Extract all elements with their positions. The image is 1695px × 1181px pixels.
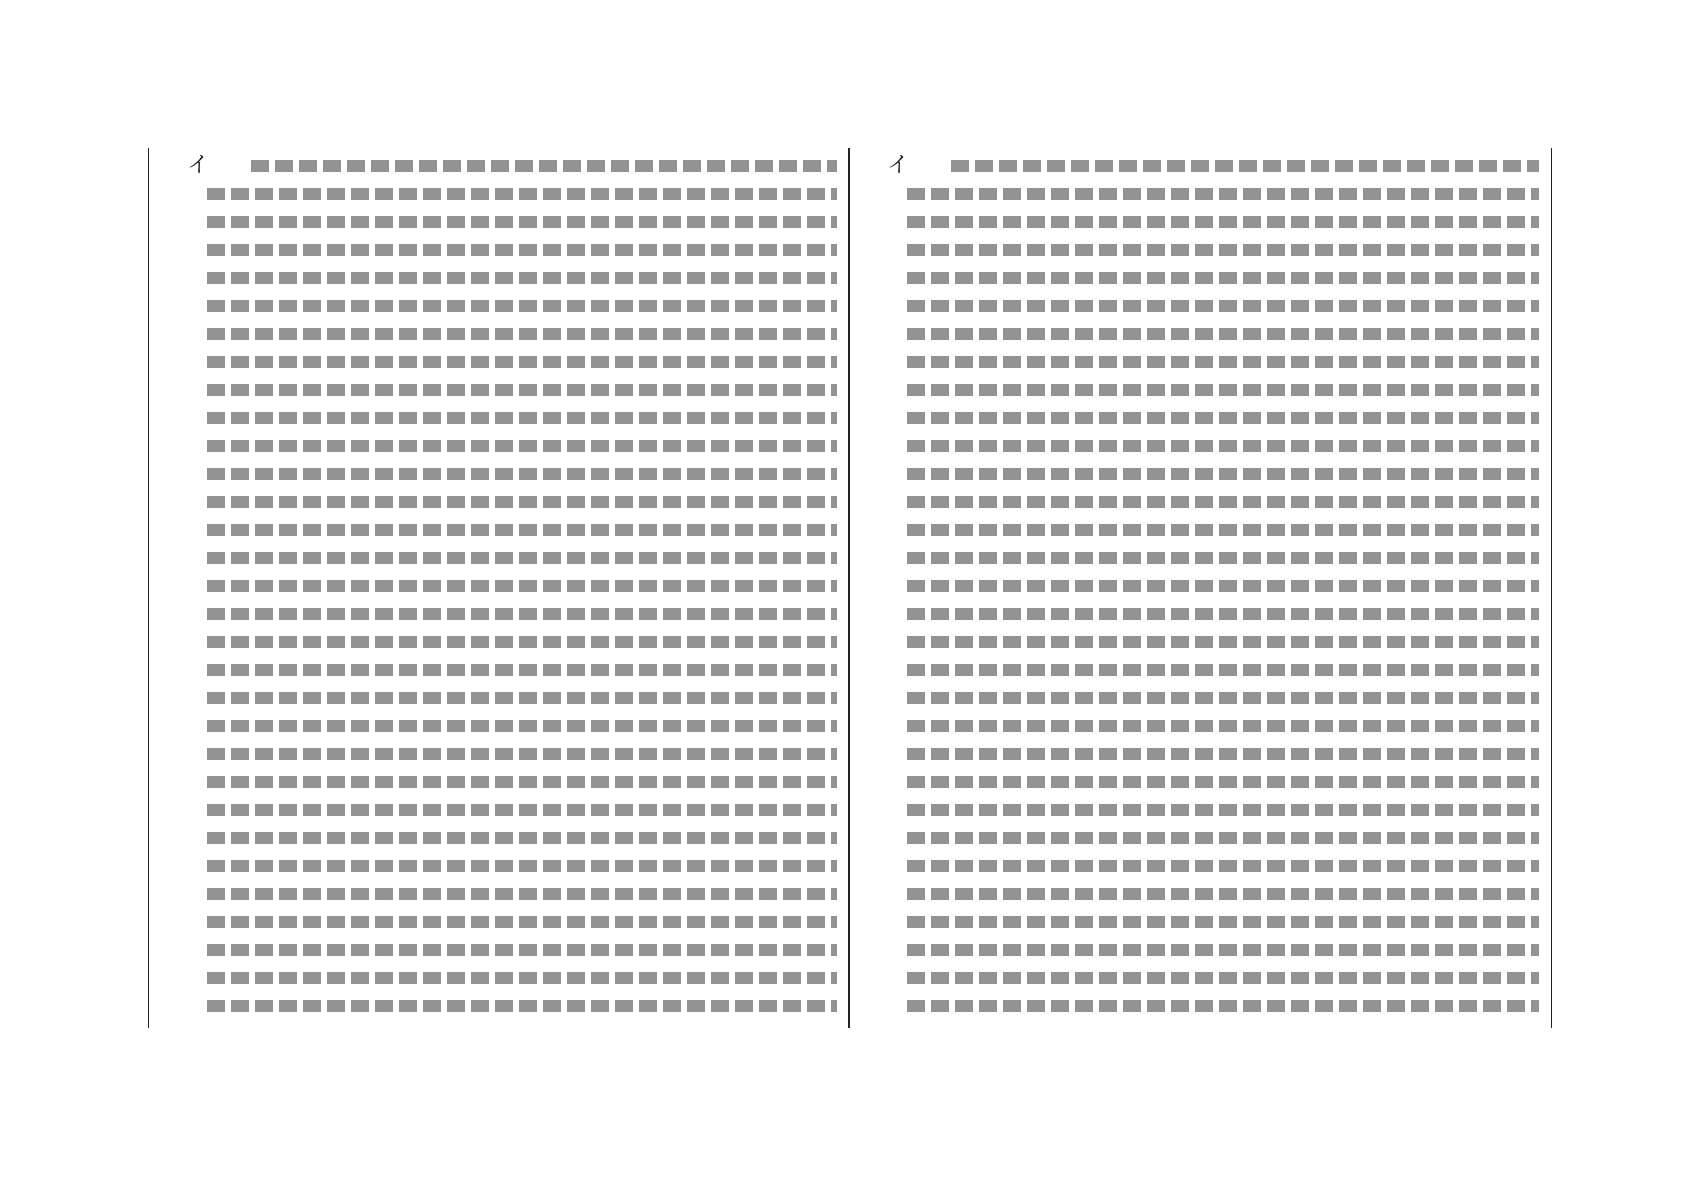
text-line-placeholder — [907, 552, 1539, 564]
right-column — [848, 148, 1552, 1028]
left-text-placeholder — [207, 148, 837, 1012]
text-line-placeholder — [207, 888, 837, 900]
text-line-placeholder — [907, 328, 1539, 340]
text-line-placeholder — [907, 720, 1539, 732]
text-line-placeholder — [907, 972, 1539, 984]
text-line-placeholder — [207, 440, 837, 452]
text-line-placeholder — [207, 664, 837, 676]
text-line-placeholder — [907, 580, 1539, 592]
text-line-placeholder — [207, 832, 837, 844]
text-line-placeholder — [907, 664, 1539, 676]
text-line-placeholder — [907, 692, 1539, 704]
text-line-placeholder — [207, 384, 837, 396]
text-line-placeholder — [907, 384, 1539, 396]
text-line-placeholder — [251, 160, 837, 172]
text-line-placeholder — [207, 524, 837, 536]
text-line-placeholder — [951, 160, 1539, 172]
text-line-placeholder — [207, 804, 837, 816]
text-line-placeholder — [907, 356, 1539, 368]
text-line-placeholder — [207, 244, 837, 256]
text-line-placeholder — [207, 328, 837, 340]
text-line-placeholder — [907, 860, 1539, 872]
text-line-placeholder — [207, 188, 837, 200]
text-line-placeholder — [907, 440, 1539, 452]
text-line-placeholder — [207, 860, 837, 872]
text-line-placeholder — [207, 916, 837, 928]
text-line-placeholder — [207, 300, 837, 312]
text-line-placeholder — [907, 244, 1539, 256]
text-line-placeholder — [207, 496, 837, 508]
text-line-placeholder — [907, 496, 1539, 508]
text-line-placeholder — [207, 412, 837, 424]
text-line-placeholder — [207, 552, 837, 564]
text-line-placeholder — [907, 524, 1539, 536]
text-line-placeholder — [207, 636, 837, 648]
text-line-placeholder — [207, 1000, 837, 1012]
text-line-placeholder — [907, 188, 1539, 200]
item-marker-left: イ — [187, 153, 211, 178]
text-line-placeholder — [207, 272, 837, 284]
text-line-placeholder — [907, 468, 1539, 480]
text-line-placeholder — [907, 944, 1539, 956]
item-marker-right: イ — [887, 153, 911, 178]
text-line-placeholder — [207, 972, 837, 984]
text-line-placeholder — [207, 776, 837, 788]
text-line-placeholder — [907, 888, 1539, 900]
text-line-placeholder — [907, 804, 1539, 816]
text-line-placeholder — [207, 748, 837, 760]
text-line-placeholder — [207, 692, 837, 704]
text-line-placeholder — [207, 608, 837, 620]
text-line-placeholder — [207, 944, 837, 956]
text-line-placeholder — [907, 272, 1539, 284]
text-line-placeholder — [907, 412, 1539, 424]
text-line-placeholder — [207, 720, 837, 732]
left-column — [148, 148, 850, 1028]
text-line-placeholder — [907, 300, 1539, 312]
text-line-placeholder — [207, 216, 837, 228]
text-line-placeholder — [907, 748, 1539, 760]
text-line-placeholder — [207, 468, 837, 480]
text-line-placeholder — [907, 608, 1539, 620]
text-line-placeholder — [907, 216, 1539, 228]
text-line-placeholder — [207, 580, 837, 592]
text-line-placeholder — [907, 776, 1539, 788]
text-line-placeholder — [907, 832, 1539, 844]
text-line-placeholder — [907, 916, 1539, 928]
right-text-placeholder — [907, 148, 1539, 1012]
text-line-placeholder — [907, 1000, 1539, 1012]
text-line-placeholder — [207, 356, 837, 368]
text-line-placeholder — [907, 636, 1539, 648]
